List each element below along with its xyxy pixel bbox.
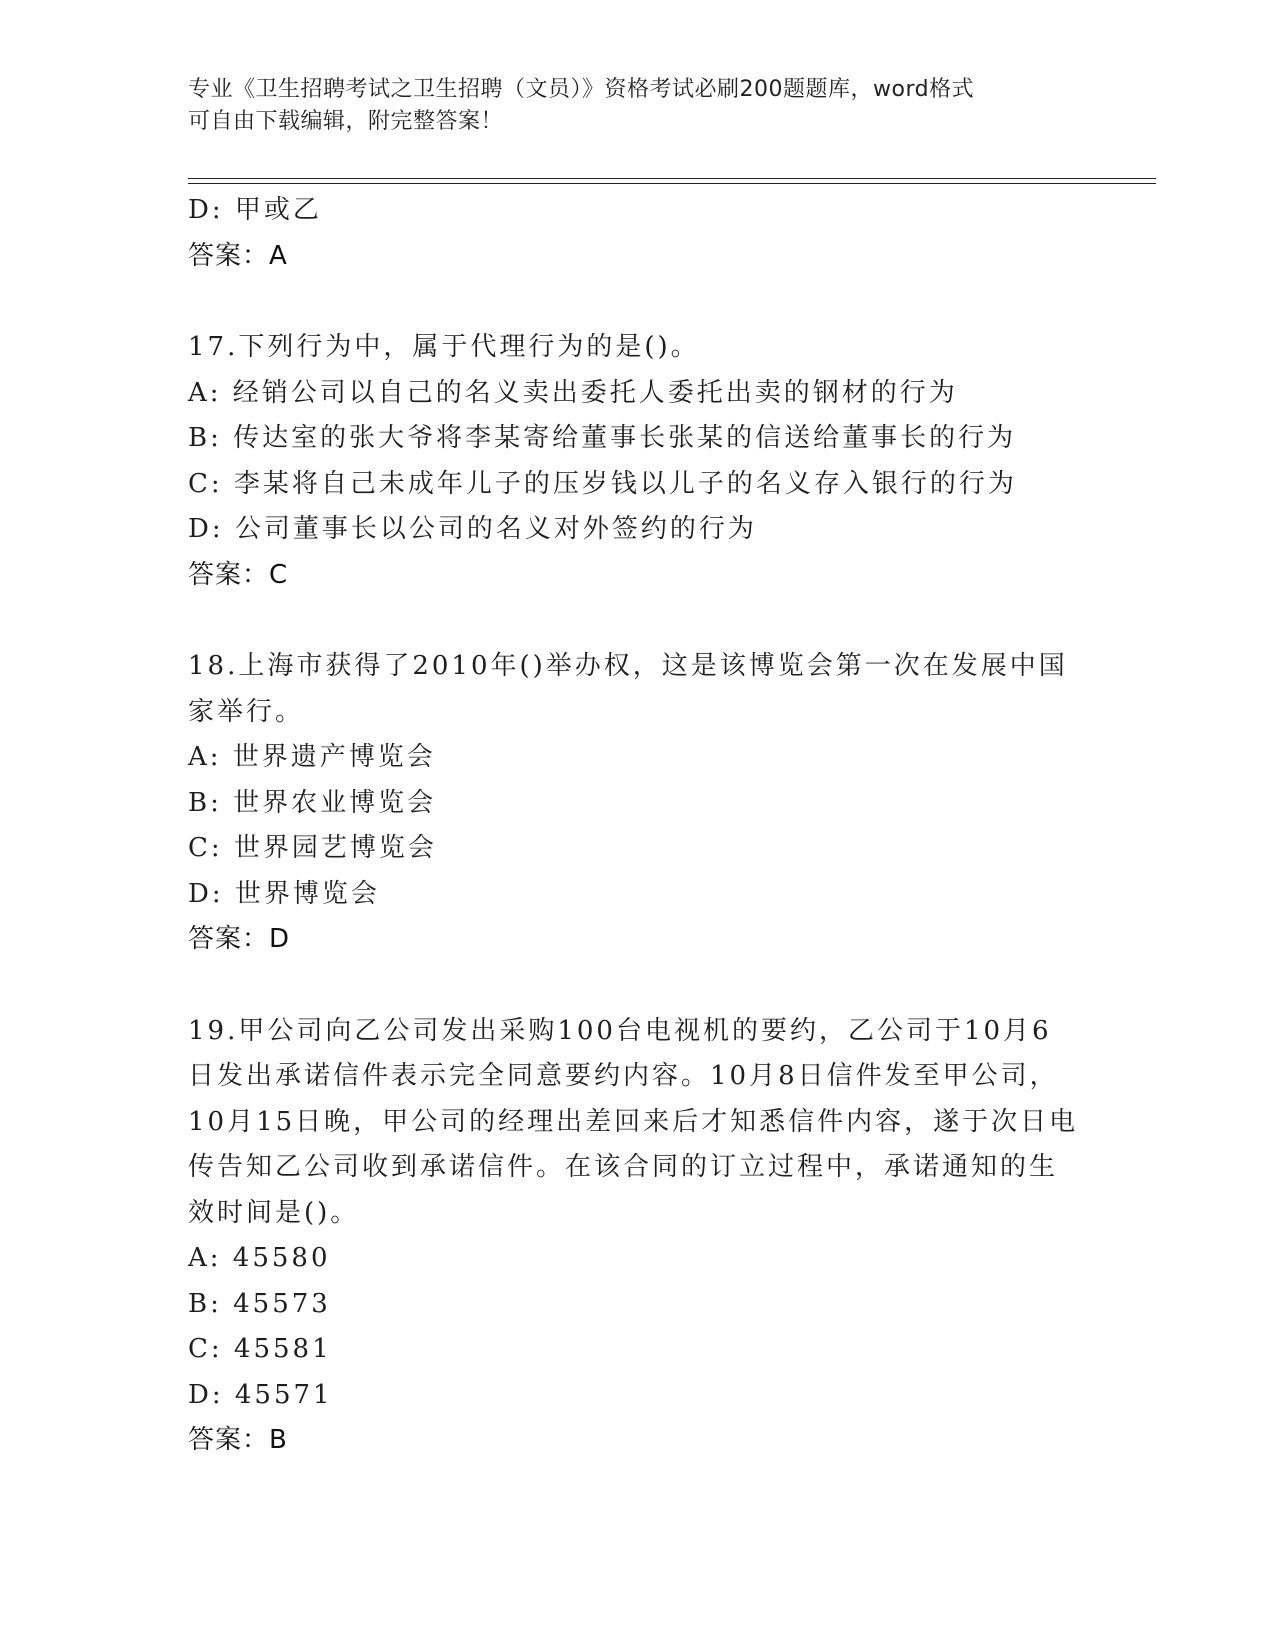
answer-line: 答案：B: [188, 1425, 288, 1455]
header-title-line-1: 专业《卫生招聘考试之卫生招聘（文员）》资格考试必刷200题题库，word格式: [188, 77, 975, 102]
header-divider-bottom: [188, 183, 1156, 184]
option-a: A: 世界遗产博览会: [188, 742, 436, 772]
question-17: [188, 325, 1088, 598]
option-d: D: 世界博览会: [188, 878, 380, 909]
option-a: A: 45580: [188, 1243, 331, 1273]
question-text: 17.下列行为中，属于代理行为的是()。: [188, 332, 700, 362]
option-d: D: 45571: [188, 1379, 333, 1410]
header-title-line-2: 可自由下载编辑，附完整答案！: [188, 109, 504, 134]
question-18: [188, 644, 1088, 963]
carryover-question: [188, 188, 1088, 279]
question-text: 家举行。: [188, 696, 305, 727]
option-a: A: 经销公司以自己的名义卖出委托人委托出卖的钢材的行为: [188, 377, 958, 408]
spacer: [188, 279, 1088, 325]
option-b: B: 45573: [188, 1288, 331, 1319]
question-text: 10月15日晚，甲公司的经理出差回来后才知悉信件内容，遂于次日电: [188, 1106, 1079, 1137]
option-b: B: 传达室的张大爷将李某寄给董事长张某的信送给董事长的行为: [188, 423, 1017, 453]
page-header: [188, 74, 1088, 138]
option-c: C: 李某将自己未成年儿子的压岁钱以儿子的名义存入银行的行为: [188, 468, 1017, 499]
question-19: [188, 1009, 1088, 1464]
spacer: [188, 963, 1088, 1009]
option-c: C: 世界园艺博览会: [188, 833, 437, 863]
answer-line: 答案：D: [188, 924, 291, 954]
question-text: 传告知乙公司收到承诺信件。在该合同的订立过程中，承诺通知的生: [188, 1152, 1059, 1182]
answer-line: 答案：A: [188, 240, 288, 271]
question-content: [188, 188, 1088, 1464]
question-text: 日发出承诺信件表示完全同意要约内容。10月8日信件发至甲公司，: [188, 1061, 1059, 1091]
option-b: B: 世界农业博览会: [188, 787, 437, 818]
option-d: D: 甲或乙: [188, 195, 322, 225]
header-divider-top: [188, 178, 1156, 179]
question-text: 19.甲公司向乙公司发出采购100台电视机的要约，乙公司于10月6: [188, 1015, 1052, 1046]
option-c: C: 45581: [188, 1334, 332, 1364]
question-text: 效时间是()。: [188, 1197, 360, 1228]
spacer: [188, 598, 1088, 644]
answer-line: 答案：C: [188, 559, 289, 590]
option-d: D: 公司董事长以公司的名义对外签约的行为: [188, 514, 757, 544]
question-text: 18.上海市获得了2010年()举办权，这是该博览会第一次在发展中国: [188, 651, 1068, 681]
